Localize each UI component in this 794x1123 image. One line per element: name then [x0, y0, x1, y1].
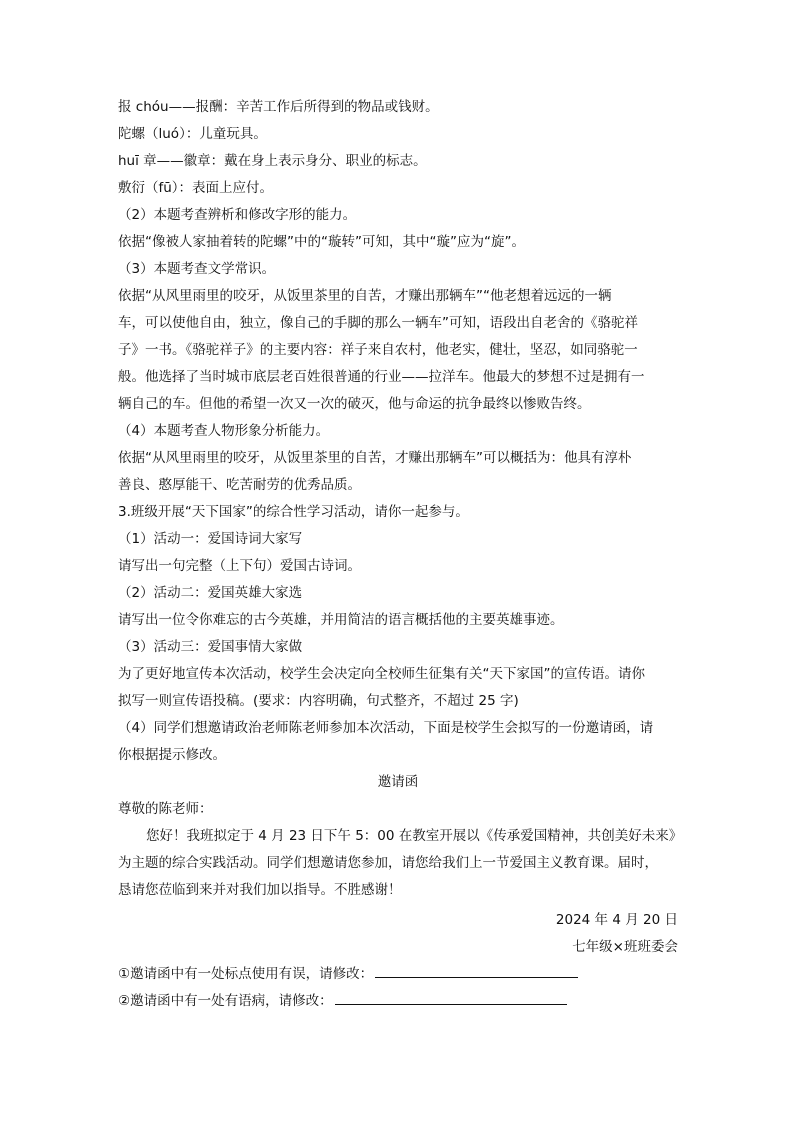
answer-line-13: （4）本题考查人物形象分析能力。 — [118, 423, 330, 439]
answer-line-12: 辆自己的车。但他的希望一次又一次的破灭，他与命运的抗争最终以惨败告终。 — [118, 396, 591, 412]
answer-line-14: 依据“从风里雨里的咬牙，从饭里茶里的自苦，才赚出那辆车”可以概括为：他具有淳朴 — [118, 450, 632, 466]
question-grammar-text: ②邀请函中有一处有语病，请修改： — [118, 993, 333, 1009]
answer-line-5: （2）本题考查辨析和修改字形的能力。 — [118, 207, 357, 223]
activity-4-prompt-line-2: 你根据提示修改。 — [118, 747, 226, 763]
answer-line-1: 报 chóu——报酬：辛苦工作后所得到的物品或钱财。 — [118, 99, 439, 115]
answer-blank-punctuation[interactable] — [375, 961, 578, 978]
answer-line-3: huī 章——徽章：戴在身上表示身分、职业的标志。 — [118, 153, 427, 169]
question-grammar — [118, 988, 678, 1015]
letter-body-line-3: 恳请您莅临到来并对我们加以指导。不胜感谢！ — [118, 882, 402, 898]
activity-2-title: （2）活动二：爱国英雄大家选 — [118, 585, 303, 601]
letter-salutation: 尊敬的陈老师： — [118, 801, 213, 817]
activity-4-prompt-line-1: （4）同学们想邀请政治老师陈老师参加本次活动，下面是校学生会拟写的一份邀请函，请 — [118, 720, 654, 736]
letter-title: 邀请函 — [377, 774, 419, 790]
activity-3-prompt-line-2: 拟写一则宣传语投稿。(要求：内容明确，句式整齐，不超过 25 字) — [118, 693, 519, 709]
answer-line-2: 陀螺（luó）：儿童玩具。 — [118, 126, 267, 142]
answer-line-9: 车，可以使他自由，独立，像自己的手脚的那么一辆车”可知，语段出自老舍的《骆驼祥 — [118, 315, 638, 331]
letter-body-line-2: 为主题的综合实践活动。同学们想邀请您参加，请您给我们上一节爱国主义教育课。届时， — [118, 855, 658, 871]
activity-3-title: （3）活动三：爱国事情大家做 — [118, 639, 303, 655]
answer-line-11: 般。他选择了当时城市底层老百姓很普通的行业——拉洋车。他最大的梦想不过是拥有一 — [118, 369, 645, 385]
answer-line-4: 敷衍（fū）：表面上应付。 — [118, 180, 274, 196]
activity-1-prompt: 请写出一句完整（上下句）爱国古诗词。 — [118, 558, 361, 574]
document-page — [118, 94, 683, 1015]
activity-2-prompt: 请写出一位令你难忘的古今英雄，并用简洁的语言概括他的主要英雄事迹。 — [118, 612, 564, 628]
answer-line-7: （3）本题考查文学常识。 — [118, 261, 276, 277]
activity-1-title: （1）活动一：爱国诗词大家写 — [118, 531, 303, 547]
question-punctuation — [118, 961, 678, 988]
question-punctuation-text: ①邀请函中有一处标点使用有误，请修改： — [118, 966, 374, 982]
answer-line-6: 依据“像被人家抽着转的陀螺”中的“璇转”可知，其中“璇”应为“旋”。 — [118, 234, 525, 250]
letter-body-line-1: 您好！我班拟定于 4 月 23 日下午 5：00 在教室开展以《传承爱国精神，共创美好未来》 — [146, 828, 683, 844]
activity-3-prompt-line-1: 为了更好地宣传本次活动，校学生会决定向全校师生征集有关“天下家国”的宣传语。请你 — [118, 666, 645, 682]
answer-line-15: 善良、憨厚能干、吃苦耐劳的优秀品质。 — [118, 477, 361, 493]
answer-blank-grammar[interactable] — [335, 988, 567, 1005]
answer-line-8: 依据“从风里雨里的咬牙，从饭里茶里的自苦，才赚出那辆车”“他老想着远远的一辆 — [118, 288, 612, 304]
answer-line-10: 子》一书。《骆驼祥子》的主要内容：祥子来自农村，他老实，健壮，坚忍，如同骆驼一 — [118, 342, 638, 358]
letter-date: 2024 年 4 月 20 日 — [555, 912, 678, 928]
question-3-heading: 3.班级开展“天下国家”的综合性学习活动，请你一起参与。 — [118, 504, 469, 520]
letter-signature: 七年级×班班委会 — [572, 939, 678, 955]
